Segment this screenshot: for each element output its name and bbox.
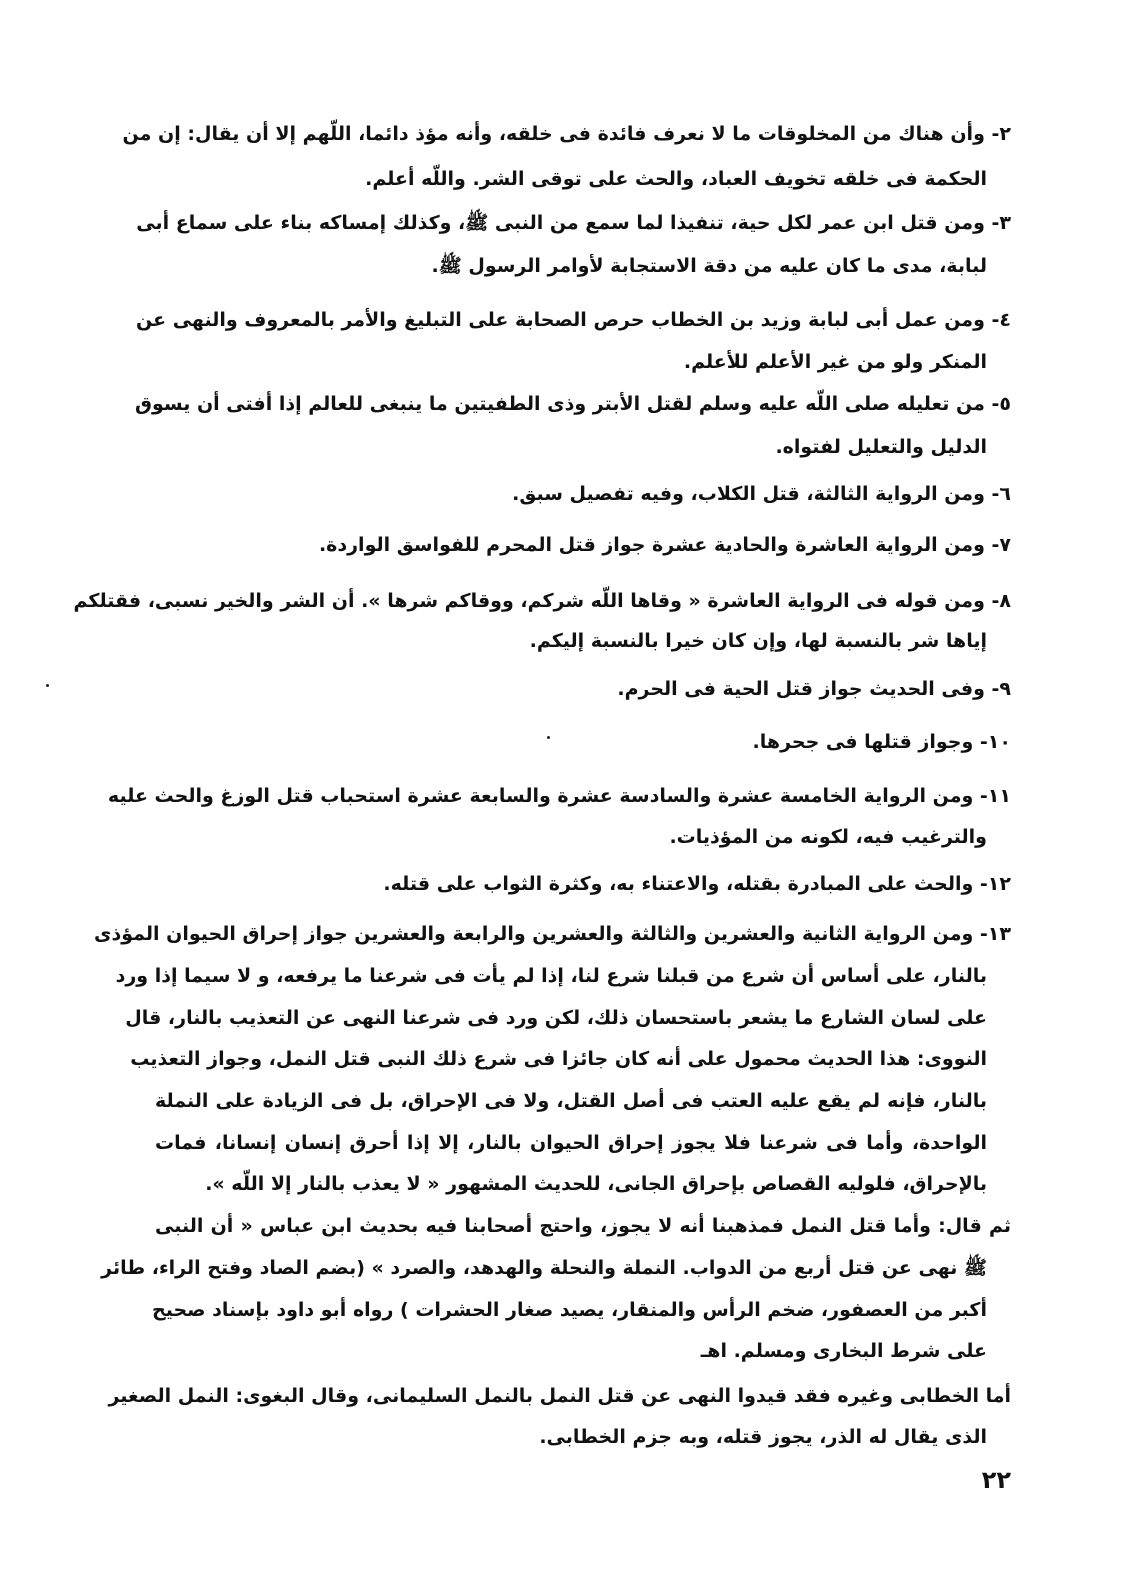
paragraph-first-line: ١٢- والحث على المبادرة بقتله، والاعتناء به، وكثرة الثواب على قتله. (383, 873, 1011, 895)
paragraph-first-line: ١٠- وجواز قتلها فى جحرها. (752, 731, 1011, 753)
paragraph-first-line: أما الخطابى وغيره فقد قيدوا النهى عن قتل النمل بالنمل السليمانى، وقال البغوى: النمل الصغير (108, 1385, 1011, 1407)
paragraph-line: بالإحراق، فلوليه القصاص بإحراق الجانى، للحديث المشهور « لا يعذب بالنار إلا اللّه ». (205, 1173, 987, 1195)
paragraph-line: على لسان الشارع ما يشعر باستحسان ذلك، لكن ورد فى شرعنا النهى عن التعذيب بالنار، قال (125, 1007, 987, 1029)
paragraph-first-line: ٧- ومن الرواية العاشرة والحادية عشرة جواز قتل المحرم للفواسق الواردة. (318, 534, 1011, 556)
paragraph-line: ﷺ نهى عن قتل أربع من الدواب. النملة والنحلة والهدهد، والصرد » (بضم الصاد وفتح الراء، طائر (101, 1257, 987, 1279)
paragraph-line: المنكر ولو من غير الأعلم للأعلم. (683, 351, 987, 373)
paragraph-line: أكبر من العصفور، ضخم الرأس والمنقار، يصيد صغار الحشرات ) رواه أبو داود بإسناد صحيح (152, 1299, 987, 1321)
paragraph-line: الواحدة، وأما فى شرعنا فلا يجوز إحراق الحيوان بالنار، إلا إذا أحرق إنسان إنسانا، فمات (155, 1132, 987, 1154)
paragraph-line: الدليل والتعليل لفتواه. (775, 436, 987, 458)
paragraph-line: إياها شر بالنسبة لها، وإن كان خيرا بالنسبة إليكم. (529, 630, 987, 652)
paragraph-line: لبابة، مدى ما كان عليه من دقة الاستجابة لأوامر الرسول ﷺ. (431, 255, 987, 277)
scan-speck (46, 684, 49, 687)
page-number: ٢٢ (981, 1466, 1011, 1494)
paragraph-line: النووى: هذا الحديث محمول على أنه كان جائزا فى شرع ذلك النبى قتل النمل، وجواز التعذيب (130, 1048, 987, 1070)
paragraph-first-line: ٩- وفى الحديث جواز قتل الحية فى الحرم. (617, 678, 1011, 700)
paragraph-line: والترغيب فيه، لكونه من المؤذيات. (669, 826, 987, 848)
paragraph-first-line: ١٣- ومن الرواية الثانية والعشرين والثالثة والعشرين والرابعة والعشرين جواز إحراق الحيوان المؤذى (94, 923, 1011, 945)
paragraph-first-line: ثم قال: وأما قتل النمل فمذهبنا أنه لا يجوز، واحتج أصحابنا فيه بحديث ابن عباس « أن النبى (155, 1215, 1011, 1237)
paragraph-line: الحكمة فى خلقه تخويف العباد، والحث على توقى الشر. واللّه أعلم. (365, 168, 987, 190)
paragraph-line: بالنار، على أساس أن شرع من قبلنا شرع لنا، إذا لم يأت فى شرعنا ما يرفعه، و لا سيما إذا ورد (115, 965, 987, 987)
paragraph-line: على شرط البخارى ومسلم. اهـ (700, 1340, 987, 1362)
paragraph-first-line: ٥- من تعليله صلى اللّه عليه وسلم لقتل الأبتر وذى الطفيتين ما ينبغى للعالم إذا أفتى أن يسوق (134, 393, 1011, 415)
paragraph-first-line: ٨- ومن قوله فى الرواية العاشرة « وقاها اللّه شركم، ووقاكم شرها ». أن الشر والخير نسبى، فقتلكم (73, 590, 1011, 612)
paragraph-line: الذى يقال له الذر، يجوز قتله، وبه جزم الخطابى. (539, 1426, 987, 1448)
scan-speck (547, 736, 550, 739)
paragraph-line: بالنار، فإنه لم يقع عليه العتب فى أصل القتل، ولا فى الإحراق، بل فى الزيادة على النملة (155, 1090, 987, 1112)
paragraph-first-line: ٣- ومن قتل ابن عمر لكل حية، تنفيذا لما سمع من النبى ﷺ، وكذلك إمساكه بناء على سماع أبى (136, 212, 1011, 234)
paragraph-first-line: ١١- ومن الرواية الخامسة عشرة والسادسة عشرة والسابعة عشرة استحباب قتل الوزغ والحث عليه (107, 785, 1011, 807)
paragraph-first-line: ٤- ومن عمل أبى لبابة وزيد بن الخطاب حرص الصحابة على التبليغ والأمر بالمعروف والنهى عن (136, 309, 1011, 331)
paragraph-first-line: ٦- ومن الرواية الثالثة، قتل الكلاب، وفيه تفصيل سبق. (512, 483, 1011, 505)
paragraph-first-line: ٢- وأن هناك من المخلوقات ما لا نعرف فائدة فى خلقه، وأنه مؤذ دائما، اللّهم إلا أن يقال: إن من (122, 123, 1011, 145)
